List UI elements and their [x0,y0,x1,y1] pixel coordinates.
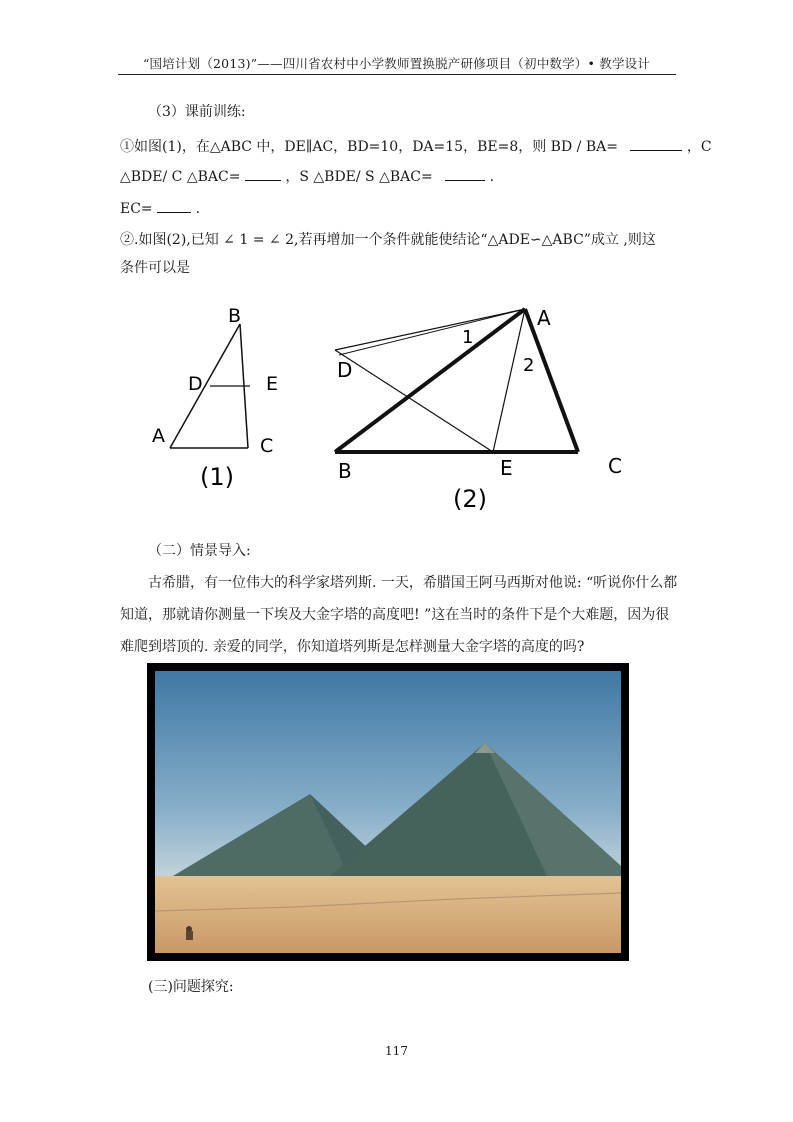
figure-2-label-a: A [537,306,551,330]
figure-2-side-ba [335,309,525,452]
answer-blank-ec [157,200,191,213]
header-rule [118,74,676,75]
section-2-heading: （二）情景导入: [148,543,251,559]
question-1-text-c: △BDE/ C △BAC= [120,169,241,185]
question-1-text-g: . [195,201,201,217]
question-1-text-e: . [489,169,495,185]
figure-1-label-c: C [260,435,274,457]
section-3-heading: （3）课前训练: [148,104,246,120]
figure-2-label-e: E [500,456,513,480]
question-1-line-3 [120,200,200,217]
desert-sand [155,876,621,953]
pyramids-photo [147,663,629,961]
question-2-line-1: ②.如图(2),已知 ∠ 1 = ∠ 2,若再增加一个条件就能使结论“△ADE∽△ABC”成立 ,则这 [120,232,656,248]
question-1-text-b: ，C [686,139,712,155]
figure-1-diagram [150,300,290,500]
figure-2-angle-1-label: 1 [462,327,474,348]
figure-1-label-b: B [228,305,242,327]
answer-blank-perimeter-ratio [245,168,281,181]
figure-2-label-d: D [337,358,353,382]
figure-2-segment-de [335,350,493,452]
scenario-paragraph-line-2: 知道，那就请你测量一下埃及大金字塔的高度吧! ”这在当时的条件下是个大难题，因为很 [120,607,670,623]
question-1-text-f: EC= [120,201,153,217]
question-1-line-2 [120,166,494,186]
figure-1-label-e: E [266,373,279,395]
question-1-line-1 [120,136,712,156]
scenario-paragraph-line-1: 古希腊，有一位伟大的科学家塔列斯. 一天，希腊国王阿马西斯对他说: “听说你什么都 [148,575,678,591]
section-3-problem-heading: (三)问题探究: [148,979,234,995]
figure-2-label-c: C [608,454,622,478]
question-2-line-2: 条件可以是 [120,260,190,276]
page-number: 117 [385,1044,408,1058]
pyramids-photo-image [155,671,621,953]
page-header: “国培计划（2013)”——四川省农村中小学教师置换脱产研修项目（初中数学）• 教学设计 [142,56,651,71]
question-1-text-a: ①如图(1)，在△ABC 中，DE∥AC，BD=10，DA=15，BE=8，则 BD / BA= [120,139,618,155]
figure-2-label-b: B [338,459,352,483]
answer-blank-bd-ba [630,138,682,151]
figure-2-diagram [325,295,645,515]
answer-blank-area-ratio [445,168,485,181]
figure-1-label-d: D [188,373,203,395]
figure-1-label-a: A [152,425,165,447]
figure-2-angle-2-label: 2 [523,355,535,376]
figure-1-caption: (1) [200,463,234,491]
question-1-text-d: ，S △BDE/ S △BAC= [285,169,433,185]
figure-2-side-ac [525,309,578,452]
figure-2-caption: (2) [453,485,487,513]
scenario-paragraph-line-3: 难爬到塔顶的. 亲爱的同学，你知道塔列斯是怎样测量大金字塔的高度的吗? [120,639,585,655]
